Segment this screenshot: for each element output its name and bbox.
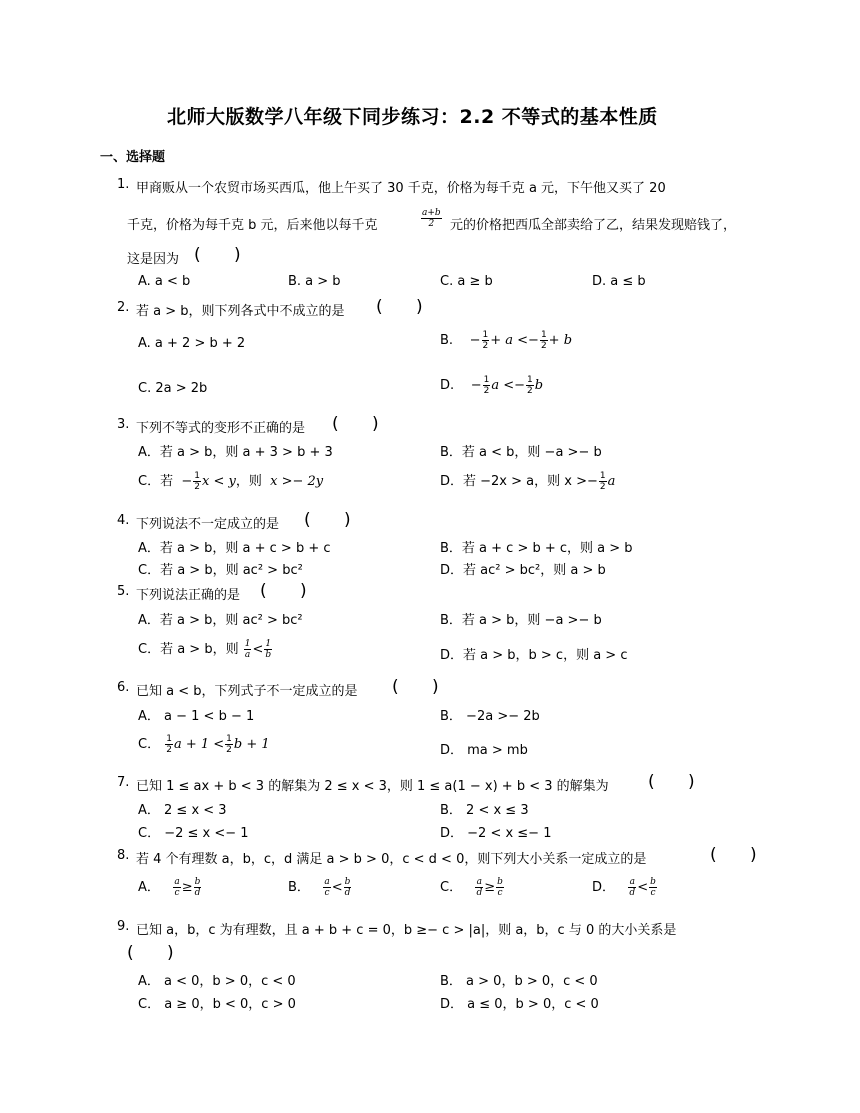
- option-d: D. − $\frac{1}{2}$ a <− $\frac{1}{2}$ b: [440, 375, 544, 396]
- option-label: D.: [440, 378, 455, 393]
- page-title: 北师大版数学八年级下同步练习：2.2 不等式的基本性质: [167, 106, 658, 128]
- option-label: C．: [440, 880, 463, 895]
- option-a: A．若 a > b，则 a + 3 > b + 3: [138, 445, 333, 460]
- option-c: C．若 − $\frac{1}{2}$ x < y，则 x >− 2y: [138, 471, 324, 492]
- option-c: C．若 a > b，则 $\frac{1}{a}$ < $\frac{1}{b}$: [138, 639, 272, 660]
- answer-blank[interactable]: ( ): [304, 510, 365, 530]
- question-stem: 下列说法不一定成立的是: [136, 517, 280, 532]
- answer-blank[interactable]: ( ): [260, 581, 321, 601]
- question-number: 9.: [117, 919, 130, 934]
- option-a: A． a − 1 < b − 1: [138, 709, 255, 724]
- question-number: 2.: [117, 300, 130, 315]
- option-d: D．若 a > b，b > c，则 a > c: [440, 648, 628, 663]
- option-c: C． −2 ≤ x <− 1: [138, 826, 249, 841]
- option-a: A．若 a > b，则 a + c > b + c: [138, 541, 331, 556]
- question-number: 3.: [117, 417, 130, 432]
- option-label: B．: [288, 880, 310, 895]
- option-c: C. a ≥ b: [440, 274, 493, 289]
- option-b: B． a > 0，b > 0，c < 0: [440, 974, 598, 989]
- option-b: B．若 a > b，则 −a >− b: [440, 613, 602, 628]
- question-number: 1.: [117, 177, 130, 192]
- answer-blank[interactable]: ( ): [710, 845, 771, 865]
- question-number: 5.: [117, 584, 130, 599]
- option-d: D． −2 < x ≤− 1: [440, 826, 552, 841]
- question-stem-line: 元的价格把西瓜全部卖给了乙，结果发现赔钱了，: [450, 218, 737, 233]
- option-d: D. a ≤ b: [592, 274, 646, 289]
- option-b: B．若 a < b，则 −a >− b: [440, 445, 602, 460]
- answer-blank[interactable]: ( ): [392, 677, 453, 697]
- option-c: C． $\frac{a}{d}$ ≥ $\frac{b}{c}$: [440, 877, 503, 898]
- option-d: D．若 −2x > a，则 x >− $\frac{1}{2}$ a: [440, 471, 616, 492]
- question-stem: 若 4 个有理数 a，b，c，d 满足 a > b > 0，c < d < 0，则下列大小关系一定成立的是: [136, 852, 647, 867]
- fraction: [420, 208, 443, 229]
- option-d: D． a ≤ 0，b > 0，c < 0: [440, 997, 599, 1012]
- question-stem-line: 千克，价格为每千克 b 元，后来他以每千克: [127, 218, 378, 233]
- question-stem: 下列说法正确的是: [136, 588, 241, 603]
- option-label: A．: [138, 880, 160, 895]
- option-d: D． $\frac{a}{d}$ < $\frac{b}{c}$: [592, 877, 656, 898]
- option-a: A． $\frac{a}{c}$ ≥ $\frac{b}{d}$: [138, 877, 201, 898]
- fraction-numerator: a+b: [422, 208, 441, 218]
- question-stem: 已知 1 ≤ ax + b < 3 的解集为 2 ≤ x < 3，则 1 ≤ a(1 − x) + b < 3 的解集为: [136, 779, 609, 794]
- option-c: C. 2a > 2b: [138, 381, 208, 396]
- option-a: A．若 a > b，则 ac² > bc²: [138, 613, 303, 628]
- question-stem: 已知 a，b，c 为有理数，且 a + b + c = 0，b ≥− c > |a|，则 a，b，c 与 0 的大小关系是: [136, 923, 677, 938]
- question-stem-line: 这是因为: [127, 252, 180, 267]
- option-a: A． 2 ≤ x < 3: [138, 803, 227, 818]
- option-c: C．若 a > b，则 ac² > bc²: [138, 563, 303, 578]
- option-b: B． 2 < x ≤ 3: [440, 803, 529, 818]
- question-stem: 若 a > b，则下列各式中不成立的是: [136, 304, 345, 319]
- answer-blank[interactable]: ( ): [648, 772, 709, 792]
- option-label: D．: [592, 880, 616, 895]
- option-b: B． $\frac{a}{c}$ < $\frac{b}{d}$: [288, 877, 351, 898]
- option-c: C． a ≥ 0，b < 0，c > 0: [138, 997, 296, 1012]
- section-heading: 一、选择题: [100, 150, 166, 165]
- answer-blank[interactable]: ( ): [127, 943, 188, 963]
- question-number: 8.: [117, 848, 130, 863]
- answer-blank[interactable]: ( ): [332, 414, 393, 434]
- option-label: B.: [440, 333, 454, 348]
- question-stem-line: 甲商贩从一个农贸市场买西瓜，他上午买了 30 千克，价格为每千克 a 元，下午他又买了 20: [136, 181, 666, 196]
- option-a: A. a < b: [138, 274, 191, 289]
- question-number: 6.: [117, 680, 130, 695]
- option-label: D．若 −2x > a，则 x >−: [440, 474, 598, 489]
- option-d: D．若 ac² > bc²，则 a > b: [440, 563, 606, 578]
- option-b: B． −2a >− 2b: [440, 709, 540, 724]
- answer-blank[interactable]: ( ): [194, 245, 255, 265]
- option-b: B．若 a + c > b + c，则 a > b: [440, 541, 633, 556]
- option-label: C．: [138, 737, 161, 752]
- question-number: 4.: [117, 513, 130, 528]
- answer-blank[interactable]: ( ): [376, 297, 437, 317]
- option-d: D． ma > mb: [440, 743, 528, 758]
- option-b: B. − $\frac{1}{2}$ + a <− $\frac{1}{2}$ + b: [440, 330, 573, 351]
- option-b: B. a > b: [288, 274, 341, 289]
- question-stem: 已知 a < b，下列式子不一定成立的是: [136, 684, 358, 699]
- question-stem: 下列不等式的变形不正确的是: [136, 421, 306, 436]
- fraction-denominator: 2: [428, 219, 435, 229]
- option-label: C．若: [138, 474, 174, 489]
- option-a: A． a < 0，b > 0，c < 0: [138, 974, 296, 989]
- option-a: A. a + 2 > b + 2: [138, 336, 246, 351]
- option-label: C．若 a > b，则: [138, 642, 239, 657]
- option-c: C． $\frac{1}{2}$ a + 1 < $\frac{1}{2}$ b + 1: [138, 734, 270, 755]
- question-number: 7.: [117, 775, 130, 790]
